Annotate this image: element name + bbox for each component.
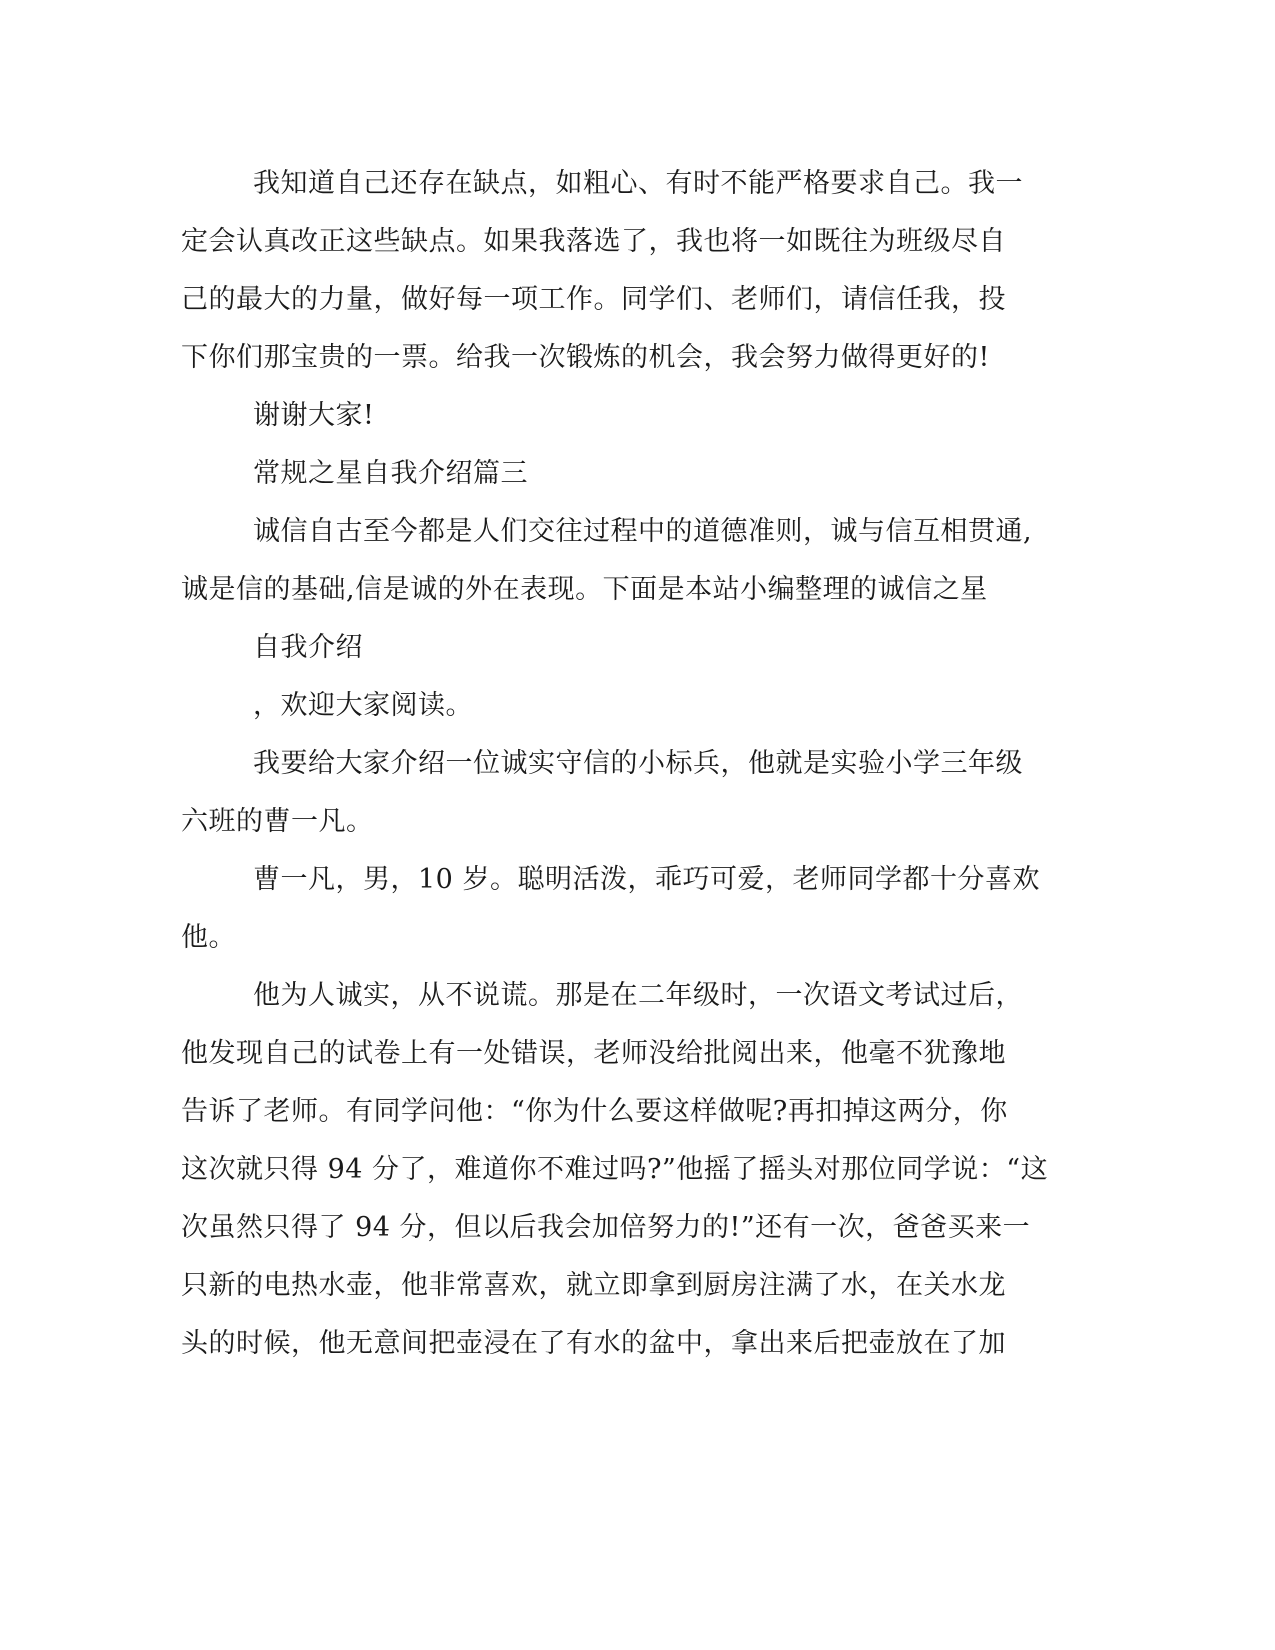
paragraph-line: 次虽然只得了 94 分，但以后我会加倍努力的!”还有一次，爸爸买来一 <box>181 1212 1031 1243</box>
paragraph-line: 诚信自古至今都是人们交往过程中的道德准则，诚与信互相贯通, <box>253 516 1033 547</box>
paragraph-line: 己的最大的力量，做好每一项工作。同学们、老师们，请信任我，投 <box>181 284 1006 315</box>
section-heading: 常规之星自我介绍篇三 <box>253 458 528 489</box>
closing-line: 谢谢大家! <box>253 400 375 431</box>
paragraph-line: 他发现自己的试卷上有一处错误，老师没给批阅出来，他毫不犹豫地 <box>181 1038 1006 1069</box>
paragraph-line: 诚是信的基础,信是诚的外在表现。下面是本站小编整理的诚信之星 <box>181 574 988 605</box>
paragraph-line: 这次就只得 94 分了，难道你不难过吗?”他摇了摇头对那位同学说：“这 <box>181 1154 1049 1185</box>
paragraph-line: 我要给大家介绍一位诚实守信的小标兵，他就是实验小学三年级 <box>253 748 1023 779</box>
paragraph-line: 曹一凡，男，10 岁。聪明活泼，乖巧可爱，老师同学都十分喜欢 <box>253 864 1040 895</box>
paragraph-line: 告诉了老师。有同学问他：“你为什么要这样做呢?再扣掉这两分，你 <box>181 1096 1008 1127</box>
paragraph-line: 他为人诚实，从不说谎。那是在二年级时，一次语文考试过后， <box>253 980 1023 1011</box>
paragraph-line: 只新的电热水壶，他非常喜欢，就立即拿到厨房注满了水，在关水龙 <box>181 1270 1006 1301</box>
paragraph-line: 下你们那宝贵的一票。给我一次锻炼的机会，我会努力做得更好的! <box>181 342 990 373</box>
paragraph-line: 六班的曹一凡。 <box>181 806 374 837</box>
paragraph-line: 定会认真改正这些缺点。如果我落选了，我也将一如既往为班级尽自 <box>181 226 1006 257</box>
paragraph-line: 自我介绍 <box>253 632 363 663</box>
paragraph-line: 头的时候，他无意间把壶浸在了有水的盆中，拿出来后把壶放在了加 <box>181 1328 1006 1359</box>
paragraph-line: 他。 <box>181 922 236 953</box>
paragraph-line: ，欢迎大家阅读。 <box>253 690 473 721</box>
paragraph-line: 我知道自己还存在缺点，如粗心、有时不能严格要求自己。我一 <box>253 168 1023 199</box>
